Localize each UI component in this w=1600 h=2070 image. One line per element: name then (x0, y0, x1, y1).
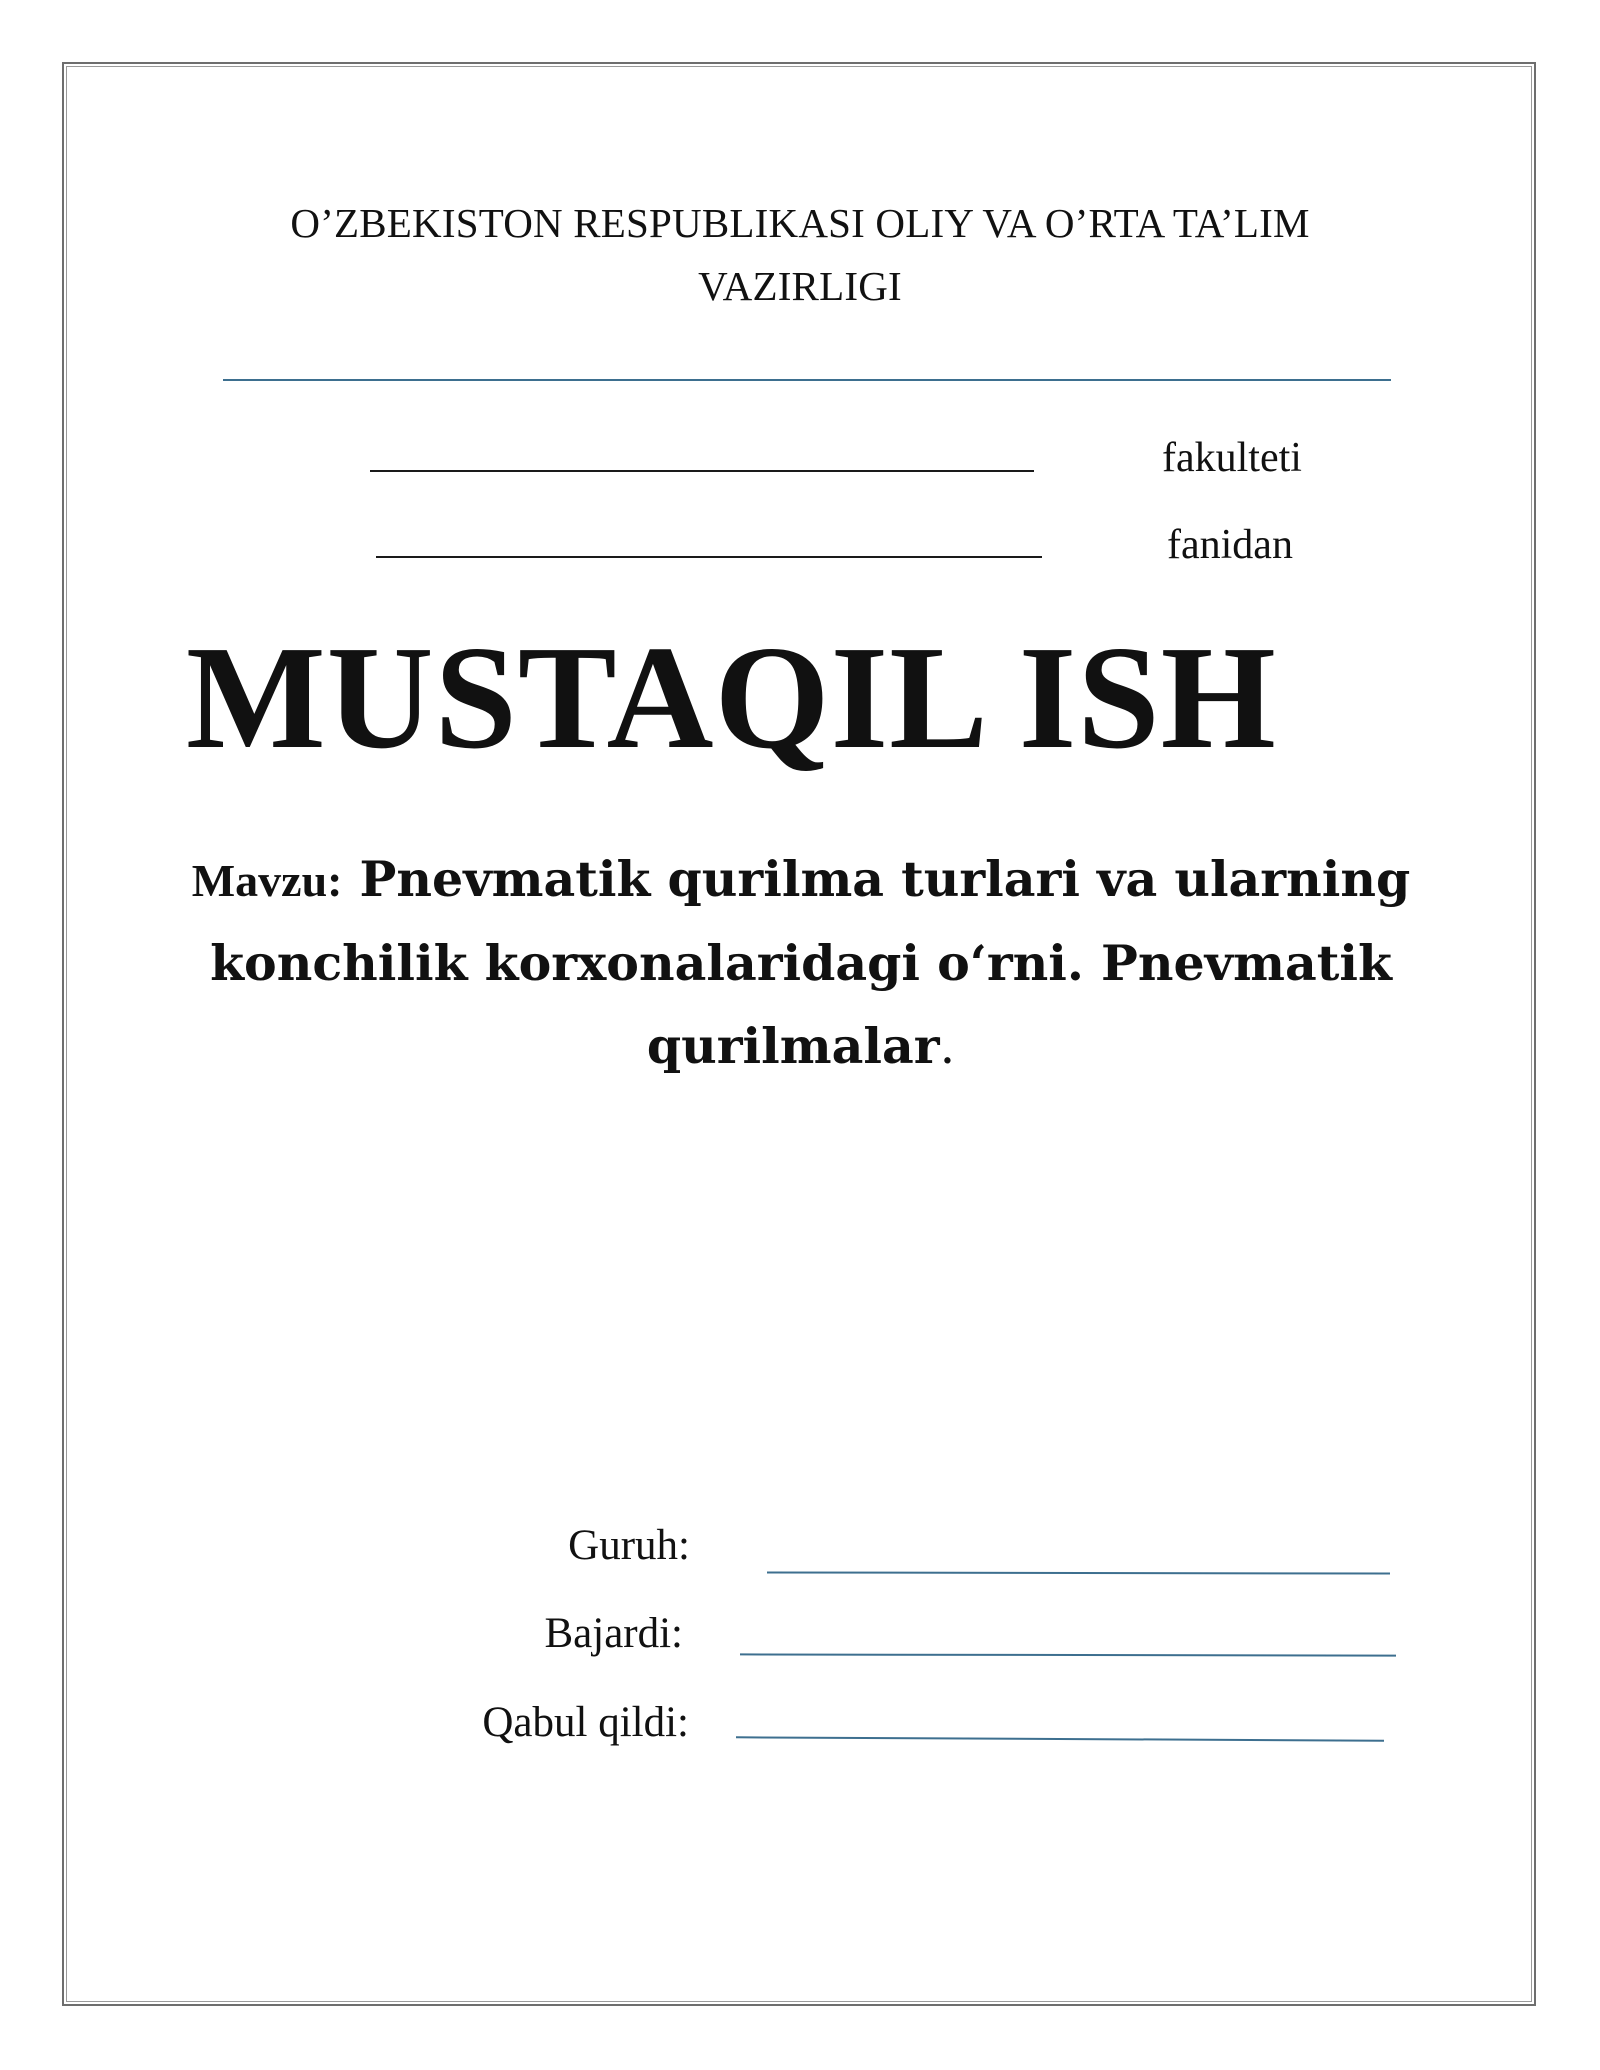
topic-text: Pnevmatik qurilma turlari va ularning konchilik korxonalaridagi o‘rni. Pnevmatik qurilmalar (210, 850, 1411, 1075)
group-label: Guruh: (568, 1522, 690, 1569)
performed-label: Bajardi: (544, 1610, 683, 1657)
ministry-line-1: O’ZBEKISTON RESPUBLIKASI OLIY VA O’RTA TA’LIM (290, 200, 1310, 246)
document-title: MUSTAQIL ISH (186, 616, 1277, 780)
topic-end: . (939, 1018, 956, 1075)
subject-name-line (376, 556, 1042, 558)
topic-block (170, 838, 1432, 1088)
ministry-line-2: VAZIRLIGI (698, 263, 902, 309)
subject-label: fanidan (1167, 522, 1293, 568)
university-name-line (223, 379, 1391, 381)
accepted-label: Qabul qildi: (482, 1699, 689, 1746)
ministry-heading (150, 192, 1450, 318)
faculty-name-line (370, 470, 1034, 472)
faculty-label: fakulteti (1162, 435, 1302, 481)
topic-prefix: Mavzu: (191, 855, 343, 906)
